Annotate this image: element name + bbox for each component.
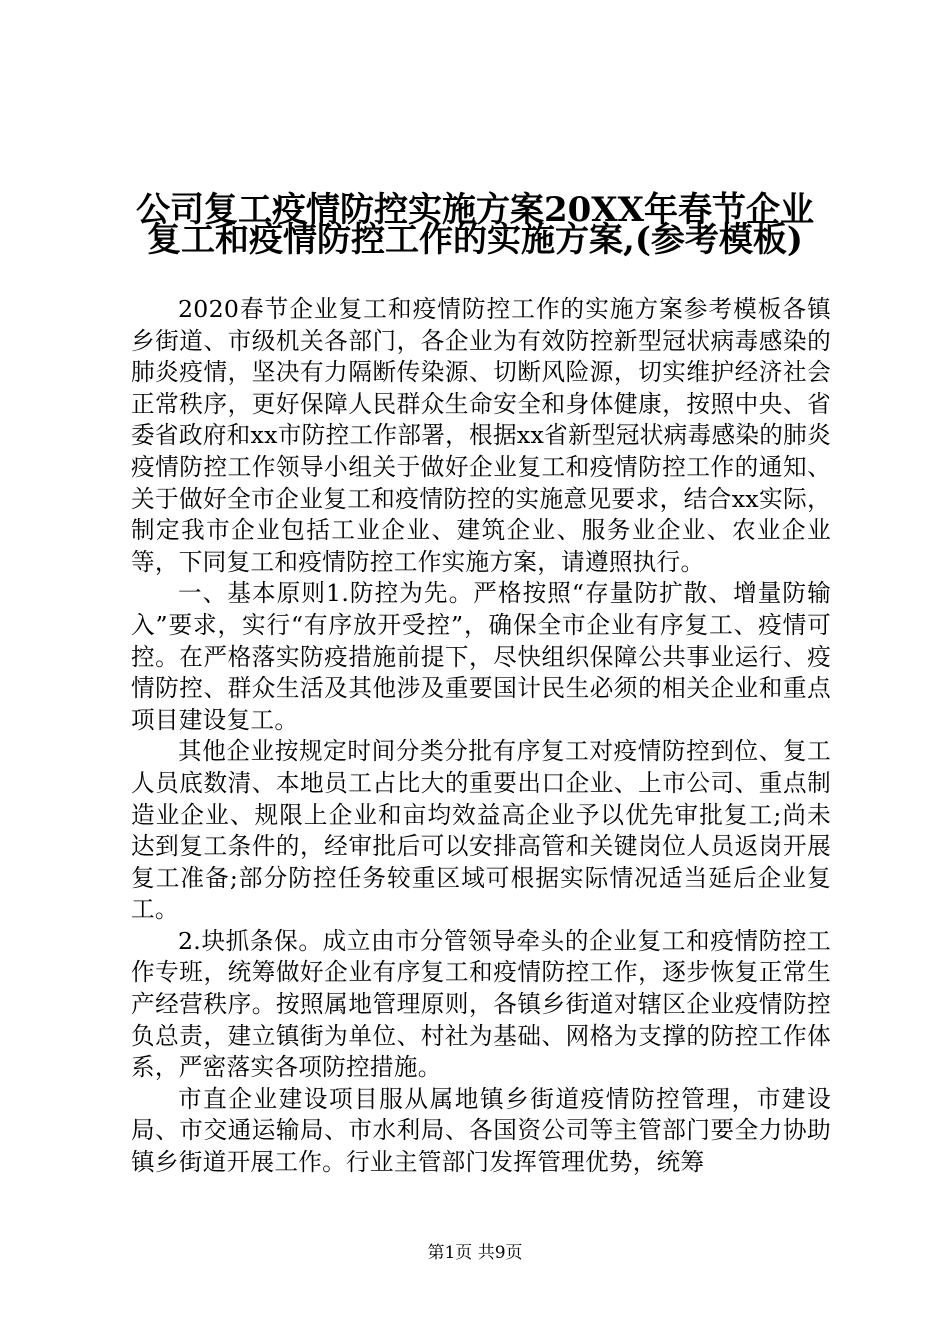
paragraph-municipal-projects: 市直企业建设项目服从属地镇乡街道疫情防控管理，市建设局、市交通运输局、市水利局、各国资公司等主管部门要全力协助镇乡街道开展工作。行业主管部门发挥管理优势，统筹 xyxy=(131,1084,831,1177)
paragraph-block-management: 2.块抓条保。成立由市分管领导牵头的企业复工和疫情防控工作专班，统筹做好企业有序复工和疫情防控工作，逐步恢复正常生产经营秩序。按照属地管理原则，各镇乡街道对辖区企业疫情防控负总责，建立镇街为单位、村社为基础、网格为支撑的防控工作体系，严密落实各项防控措施。 xyxy=(131,926,831,1082)
document-title-line-1: 公司复工疫情防控实施方案20XX年春节企业 xyxy=(135,190,815,230)
paragraph-basic-principles: 一、基本原则1.防控为先。严格按照“存量防扩散、增量防输入”要求，实行“有序放开受控”，确保全市企业有序复工、疫情可控。在严格落实防疫措施前提下，尽快组织保障公共事业运行、疫情防控、群众生活及其他涉及重要国计民生必须的相关企业和重点项目建设复工。 xyxy=(131,579,831,734)
document-title-line-2: 复工和疫情防控工作的实施方案,(参考模板) xyxy=(146,220,803,260)
paragraph-intro: 2020春节企业复工和疫情防控工作的实施方案参考模板各镇乡街道、市级机关各部门，各企业为有效防控新型冠状病毒感染的肺炎疫情，坚决有力隔断传染源、切断风险源，切实维护经济社会正常秩序，更好保障人民群众生命安全和身体健康，按照中央、省委省政府和xx市防控工作部署，根据xx省新型冠状病毒感染的肺炎疫情防控工作领导小组关于做好企业复工和疫情防控工作的通知、关于做好全市企业复工和疫情防控的实施意见要求，结合xx实际，制定我市企业包括工业企业、建筑企业、服务业企业、农业企业等，下同复工和疫情防控工作实施方案，请遵照执行。 xyxy=(131,295,831,576)
document-body xyxy=(131,294,831,1179)
page-number-footer: 第1页 共9页 xyxy=(427,1243,523,1263)
paragraph-other-enterprises: 其他企业按规定时间分类分批有序复工对疫情防控到位、复工人员底数清、本地员工占比大的重要出口企业、上市公司、重点制造业企业、规限上企业和亩均效益高企业予以优先审批复工;尚未达到复工条件的，经审批后可以安排高管和关键岗位人员返岗开展复工准备;部分防控任务较重区域可根据实际情况适当延后企业复工。 xyxy=(131,737,831,924)
